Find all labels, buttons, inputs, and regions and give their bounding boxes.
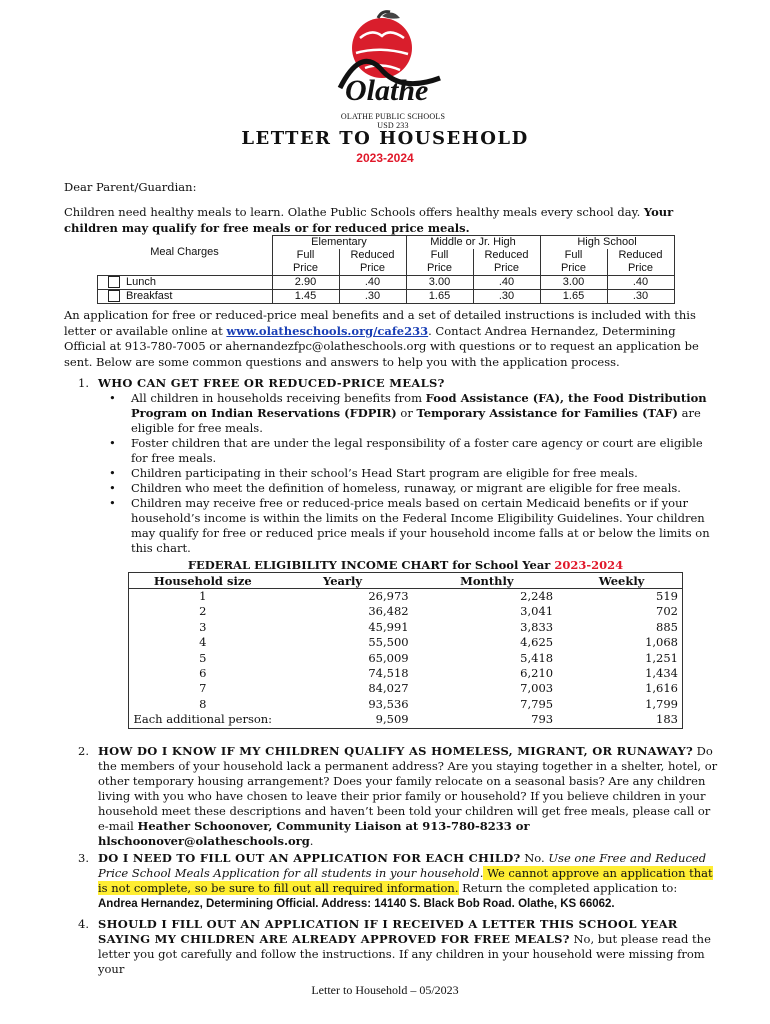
group-high: High School xyxy=(540,236,674,250)
table-cell: 4,625 xyxy=(520,635,554,650)
subheader-price: Price xyxy=(607,262,674,276)
table-cell: 7,003 xyxy=(520,681,554,696)
subheader-price: Price xyxy=(272,262,339,276)
meal-label: Breakfast xyxy=(126,290,173,302)
table-row xyxy=(129,635,683,650)
table-cell: 84,027 xyxy=(368,681,409,696)
table-cell: 93,536 xyxy=(368,696,409,711)
table-cell: 36,482 xyxy=(368,604,409,619)
table-cell: 6 xyxy=(199,666,207,681)
q1-number: 1. xyxy=(78,376,89,390)
table-cell: 7 xyxy=(199,681,207,696)
group-elementary: Elementary xyxy=(272,236,406,250)
meal-charges-header: Meal Charges xyxy=(150,245,219,258)
table-cell: 1,068 xyxy=(645,635,678,650)
q3-number: 3. xyxy=(78,851,89,865)
list-item: • Children participating in their school’s Head Start program are eligible for free meals. xyxy=(109,466,714,481)
meal-cell: 1.45 xyxy=(272,290,339,304)
meal-cell: .30 xyxy=(339,290,406,304)
table-row xyxy=(129,697,683,712)
table-cell: 1,616 xyxy=(645,681,678,696)
meal-cell: 1.65 xyxy=(540,290,607,304)
table-cell: 183 xyxy=(656,712,678,727)
meal-cell: .30 xyxy=(473,290,540,304)
logo-wordmark: Olathe xyxy=(345,74,429,107)
q2-body: HOW DO I KNOW IF MY CHILDREN QUALIFY AS HOMELESS, MIGRANT, OR RUNAWAY? Do the members of your household lack a permanent address? Are you staying together in a shelter, hotel, or other temporary housing arrangement? Does your family relocate on a seasonal basis? Are any children living with you who have chosen to leave their prior family or household? If you believe children in your household meet these descriptions and haven’t been told your children will get free meals, please call or e-mail Heather Schoonover, Community Liaison at 913-780-8233 or hlschoonover@olatheschools.org. xyxy=(98,744,718,848)
table-cell: 6,210 xyxy=(520,666,554,681)
table-row xyxy=(129,589,683,605)
table-cell: 702 xyxy=(656,604,678,619)
subheader-full: Full xyxy=(540,249,607,262)
meal-cell: .30 xyxy=(607,290,674,304)
meal-cell: 3.00 xyxy=(540,276,607,290)
table-row xyxy=(129,604,683,619)
intro-paragraph: Children need healthy meals to learn. Olathe Public Schools offers healthy meals every school day. Your children may qualify for free meals or for reduced price meals. xyxy=(64,205,674,235)
meal-cell: 2.90 xyxy=(272,276,339,290)
subheader-full: Full xyxy=(406,249,473,262)
subheader-price: Price xyxy=(540,262,607,276)
income-chart-table xyxy=(128,572,683,729)
q4-body: SHOULD I FILL OUT AN APPLICATION IF I RECEIVED A LETTER THIS SCHOOL YEAR SAYING MY CHILDREN ARE ALREADY APPROVED FOR FREE MEALS? No, but please read the letter you got carefully and follow the instructions. If any children in your household were missing from your xyxy=(98,917,711,976)
subheader-full: Full xyxy=(272,249,339,262)
table-cell: 2,248 xyxy=(520,589,554,603)
footer: Letter to Household – 05/2023 xyxy=(311,983,459,997)
q4-number: 4. xyxy=(78,917,89,931)
subheader-price: Price xyxy=(406,262,473,276)
table-cell: Each additional person: xyxy=(133,712,273,727)
subheader-reduced: Reduced xyxy=(607,249,674,262)
table-cell: 1,799 xyxy=(645,696,678,711)
breakfast-checkbox[interactable] xyxy=(108,290,120,302)
table-cell: 65,009 xyxy=(368,650,409,665)
meal-cell: .40 xyxy=(607,276,674,290)
cafe233-link[interactable]: www.olatheschools.org/cafe233 xyxy=(226,323,429,338)
table-cell: 2 xyxy=(199,604,207,619)
q1-bullets xyxy=(109,391,714,556)
table-cell: 1 xyxy=(199,589,207,603)
table-cell: 1,434 xyxy=(645,666,678,681)
meal-cell: .40 xyxy=(473,276,540,290)
list-item: • All children in households receiving benefits from Food Assistance (FA), the Food Distribution Program on Indian Reservations (FDPIR) or Temporary Assistance for Families (TAF) are eligible for free meals. xyxy=(109,391,714,436)
col-weekly: Weekly xyxy=(598,573,645,588)
table-cell: 5 xyxy=(199,650,207,665)
table-cell: 519 xyxy=(656,589,678,603)
table-cell: 3,833 xyxy=(520,619,554,634)
meal-row-breakfast xyxy=(98,290,675,304)
list-item: • Children who meet the definition of homeless, runaway, or migrant are eligible for free meals. xyxy=(109,481,714,496)
table-cell: 55,500 xyxy=(368,635,409,650)
table-cell: 793 xyxy=(531,712,554,727)
greeting: Dear Parent/Guardian: xyxy=(64,180,197,194)
meal-label: Lunch xyxy=(126,276,156,288)
table-cell: 885 xyxy=(656,619,678,634)
group-middle: Middle or Jr. High xyxy=(406,236,540,250)
lunch-checkbox[interactable] xyxy=(108,276,120,288)
meal-row-lunch xyxy=(98,276,675,290)
meal-cell: 3.00 xyxy=(406,276,473,290)
page-title: LETTER TO HOUSEHOLD xyxy=(241,128,529,149)
subheader-reduced: Reduced xyxy=(473,249,540,262)
subheader-reduced: Reduced xyxy=(339,249,406,262)
meal-cell: 1.65 xyxy=(406,290,473,304)
col-monthly: Monthly xyxy=(460,573,514,588)
col-household-size: Household size xyxy=(153,573,252,588)
logo-subtitle: OLATHE PUBLIC SCHOOLS USD 233 xyxy=(340,112,446,130)
table-row xyxy=(129,681,683,696)
table-row xyxy=(129,620,683,635)
application-paragraph: An application for free or reduced-price meal benefits and a set of detailed instructions is included with this letter or available online at www.olatheschools.org/cafe233. Contact Andrea Hernandez, Determining Official at 913-780-7005 or ahernandezfpc@olatheschools.org with questions or to request an application be sent. Below are some common questions and answers to help you with the application process. xyxy=(64,308,699,369)
table-cell: 45,991 xyxy=(368,619,409,634)
col-yearly: Yearly xyxy=(323,573,363,588)
table-cell: 5,418 xyxy=(520,650,554,665)
list-item: • Foster children that are under the legal responsibility of a foster care agency or court are eligible for free meals. xyxy=(109,436,714,466)
school-year: 2023-2024 xyxy=(356,151,414,165)
q2-number: 2. xyxy=(78,744,89,758)
table-cell: 3,041 xyxy=(520,604,554,619)
table-cell: 9,509 xyxy=(375,712,409,727)
list-item: • Children may receive free or reduced-price meals based on certain Medicaid benefits or if your household’s income is within the limits on the Federal Income Eligibility Guidelines. Your children may qualify for free or reduced price meals if your household income falls at or below the limits on this chart. xyxy=(109,496,714,556)
q1-heading: WHO CAN GET FREE OR REDUCED-PRICE MEALS? xyxy=(98,376,445,390)
subheader-price: Price xyxy=(473,262,540,276)
q3-body: DO I NEED TO FILL OUT AN APPLICATION FOR EACH CHILD? No. Use one Free and Reduced Price School Meals Application for all students in your household. We cannot approve an application that is not complete, so be sure to fill out all required information. Return the completed application to: Andrea Hernandez, Determining Official. Address: 14140 S. Black Bob Road. Olathe, KS 66062. xyxy=(98,851,713,910)
subheader-price: Price xyxy=(339,262,406,276)
table-cell: 7,795 xyxy=(520,696,554,711)
table-cell: 8 xyxy=(199,696,207,711)
table-row xyxy=(129,651,683,666)
meal-charges-table xyxy=(97,235,675,304)
table-cell: 3 xyxy=(199,619,207,634)
table-cell: 26,973 xyxy=(368,589,409,603)
meal-cell: .40 xyxy=(339,276,406,290)
table-cell: 4 xyxy=(199,635,207,650)
table-row xyxy=(129,666,683,681)
income-chart-title: FEDERAL ELIGIBILITY INCOME CHART for School Year 2023-2024 xyxy=(187,558,624,572)
table-row xyxy=(129,712,683,728)
table-cell: 74,518 xyxy=(368,666,409,681)
table-cell: 1,251 xyxy=(645,650,678,665)
